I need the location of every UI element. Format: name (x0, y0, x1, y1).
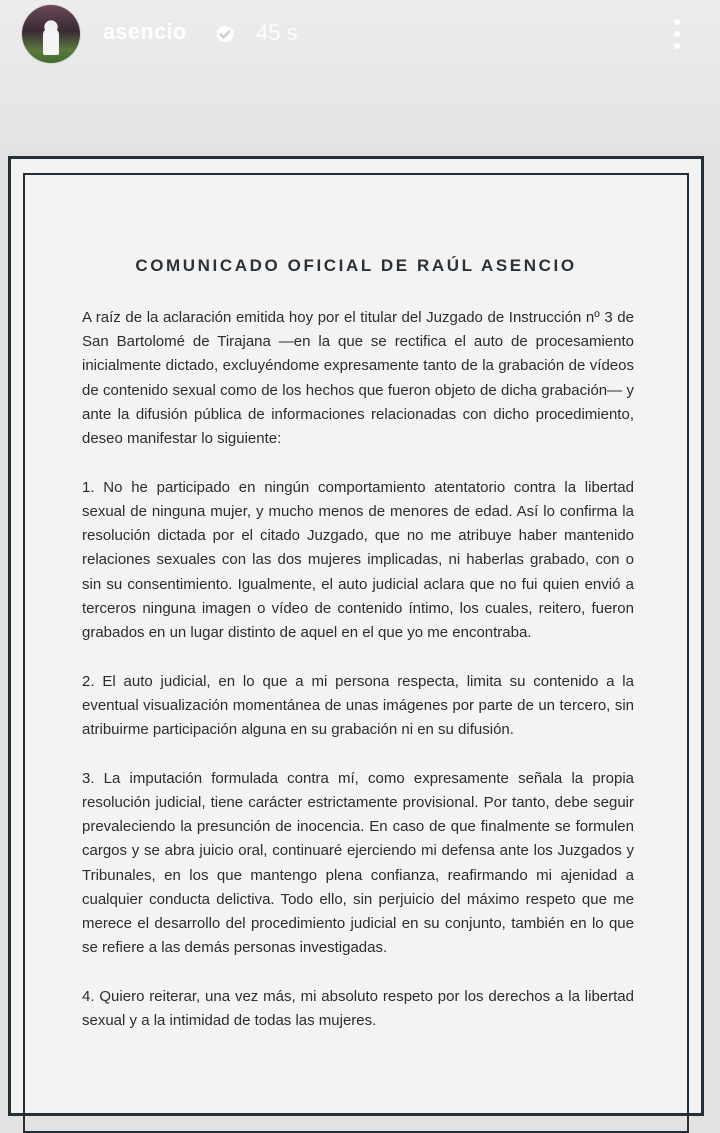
avatar[interactable] (22, 5, 80, 63)
point-2-paragraph: 2. El auto judicial, en lo que a mi persona respecta, limita su contenido a la eventual visualización momentánea de unas imágenes por parte de un tercero, sin atribuirme participación alguna en su grabación ni en su difusión. (82, 672, 634, 739)
document-frame (23, 173, 689, 1133)
statement-document (8, 156, 704, 1116)
document-title: COMUNICADO OFICIAL DE RAÚL ASENCIO (135, 256, 577, 275)
document-body (82, 306, 634, 1058)
dot-icon (674, 31, 680, 37)
point-4-paragraph: 4. Quiero reiterar, una vez más, mi absoluto respeto por los derechos a la libertad sexual y a la intimidad de todas las mujeres. (82, 987, 634, 1030)
point-3-paragraph: 3. La imputación formulada contra mí, como expresamente señala la propia resolución judicial, tiene carácter estrictamente provisional. Por tanto, debe seguir prevaleciendo la presunción de inocencia. En caso de que finalmente se formulen cargos y se abra juicio oral, continuaré ejerciendo mi defensa ante los Juzgados y Tribunales, en los que mantengo plena confianza, reafirmando mi ajenidad a cualquier conducta delictiva. Todo ello, sin perjuicio del máximo respeto que me merece el desarrollo del procedimiento judicial en su conjunto, también en lo que se refiere a las demás personas investigadas. (82, 769, 634, 957)
story-timestamp: 45 s (256, 20, 298, 45)
point-1-paragraph: 1. No he participado en ningún comportamiento atentatorio contra la libertad sexual de ninguna mujer, y mucho menos de menores de edad. Así lo confirma la resolución dictada por el citado Juzgado, que no me atribuye haber mantenido relaciones sexuales con las dos mujeres implicadas, ni haberlas grabado, con o sin su consentimiento. Igualmente, el auto judicial aclara que no fui quien envió a terceros ninguna imagen o vídeo de contenido íntimo, los cuales, reitero, fueron grabados en un lugar distinto de aquel en el que yo me encontraba. (82, 478, 634, 641)
story-header (0, 0, 720, 150)
dot-icon (674, 19, 680, 25)
dot-icon (674, 43, 680, 49)
intro-paragraph: A raíz de la aclaración emitida hoy por el titular del Juzgado de Instrucción nº 3 de San Bartolomé de Tirajana —en la que se rectifica el auto de procesamiento inicialmente dictado, excluyéndome expresamente tanto de la grabación de vídeos de contenido sexual como de los hechos que fueron objeto de dicha grabación— y ante la difusión pública de informaciones relacionadas con dicho procedimiento, deseo manifestar lo siguiente: (82, 309, 634, 448)
story-username[interactable]: asencio (103, 19, 187, 44)
more-vertical-icon[interactable] (664, 14, 690, 54)
verified-badge-icon (213, 22, 237, 46)
